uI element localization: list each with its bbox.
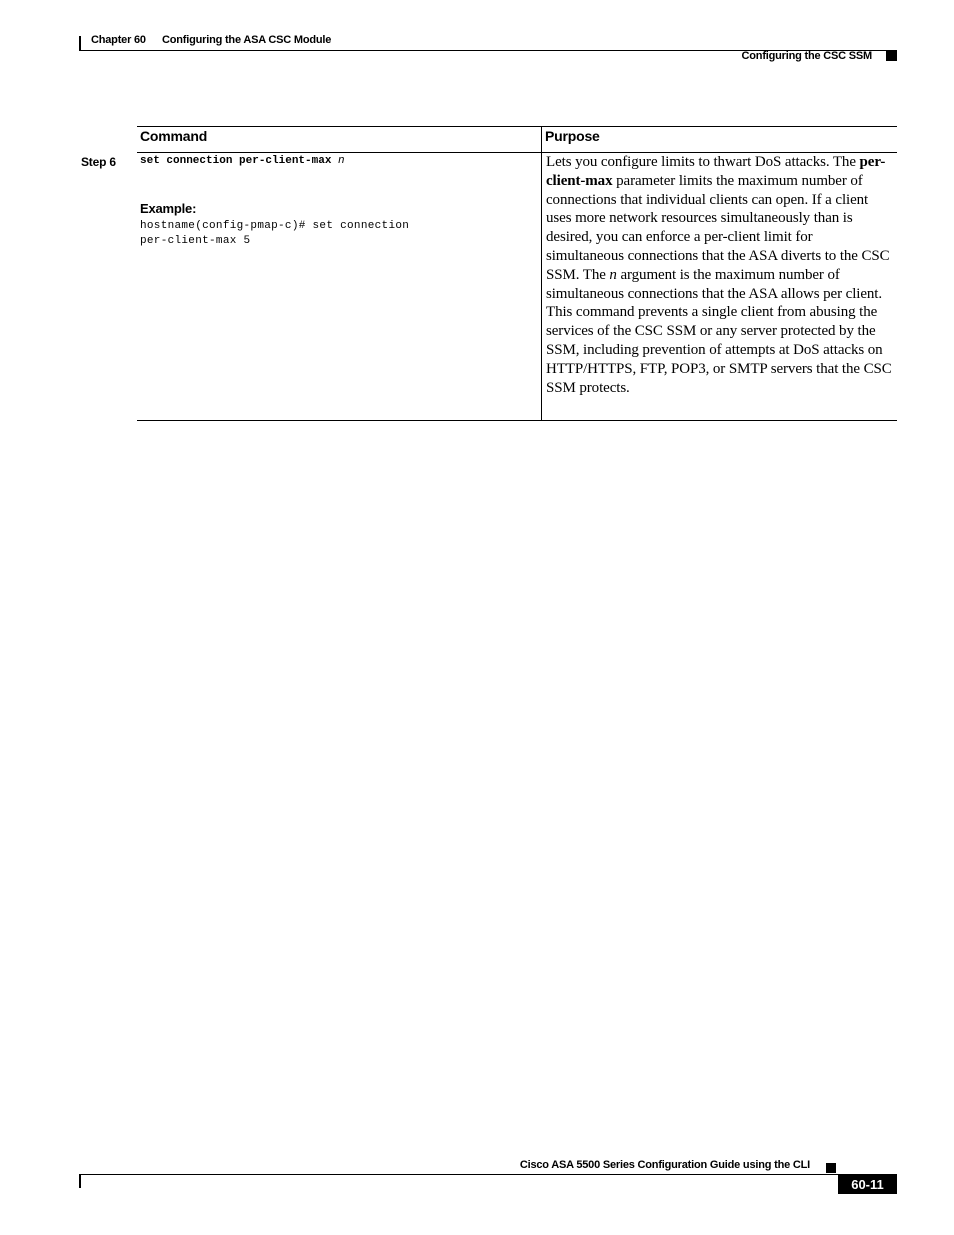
header-chapter: Chapter 60 <box>91 34 146 46</box>
footer-rule <box>79 1174 897 1175</box>
footer-left-bar <box>79 1174 81 1188</box>
purpose-keyword: per-client-max <box>546 154 886 189</box>
page-number: 60-11 <box>838 1175 897 1194</box>
step-label: Step 6 <box>81 155 116 169</box>
purpose-text-1: Lets you configure limits to thwart DoS attacks. The <box>546 154 860 170</box>
example-line-2: per-client-max 5 <box>140 235 251 247</box>
example-label: Example: <box>140 201 197 216</box>
footer-marker-block <box>826 1163 836 1173</box>
header-chapter-title: Configuring the ASA CSC Module <box>162 34 332 46</box>
col-header-command: Command <box>140 128 208 144</box>
header-section-title: Configuring the CSC SSM <box>741 50 872 62</box>
header-left-bar <box>79 36 81 51</box>
col-header-purpose: Purpose <box>545 128 600 144</box>
command-argument: n <box>338 155 345 167</box>
table-top-rule <box>137 126 897 127</box>
table-bottom-rule <box>137 420 897 421</box>
command-syntax <box>140 155 345 167</box>
command-keywords: set connection per-client-max <box>140 155 332 167</box>
header-marker-block <box>886 50 897 61</box>
example-line-1: hostname(config-pmap-c)# set connection <box>140 220 410 232</box>
column-divider <box>541 126 542 421</box>
purpose-argument: n <box>609 266 617 283</box>
purpose-text-2: parameter limits the maximum number of connections that individual clients can open. If a client uses more network resources simultaneously than is desired, you can enforce a per-client limit for simultaneous connections that the ASA diverts to the CSC SSM. The <box>546 172 890 283</box>
purpose-text-3: argument is the maximum number of simultaneous connections that the ASA allows per client. This command prevents a single client from abusing the services of the CSC SSM or any server protected by the SSM, including prevention of attempts at DoS attacks on HTTP/HTTPS, FTP, POP3, or SMTP servers that the CSC SSM protects. <box>546 266 892 396</box>
purpose-description <box>546 153 892 397</box>
footer-book-title: Cisco ASA 5500 Series Configuration Guide using the CLI <box>519 1159 810 1171</box>
